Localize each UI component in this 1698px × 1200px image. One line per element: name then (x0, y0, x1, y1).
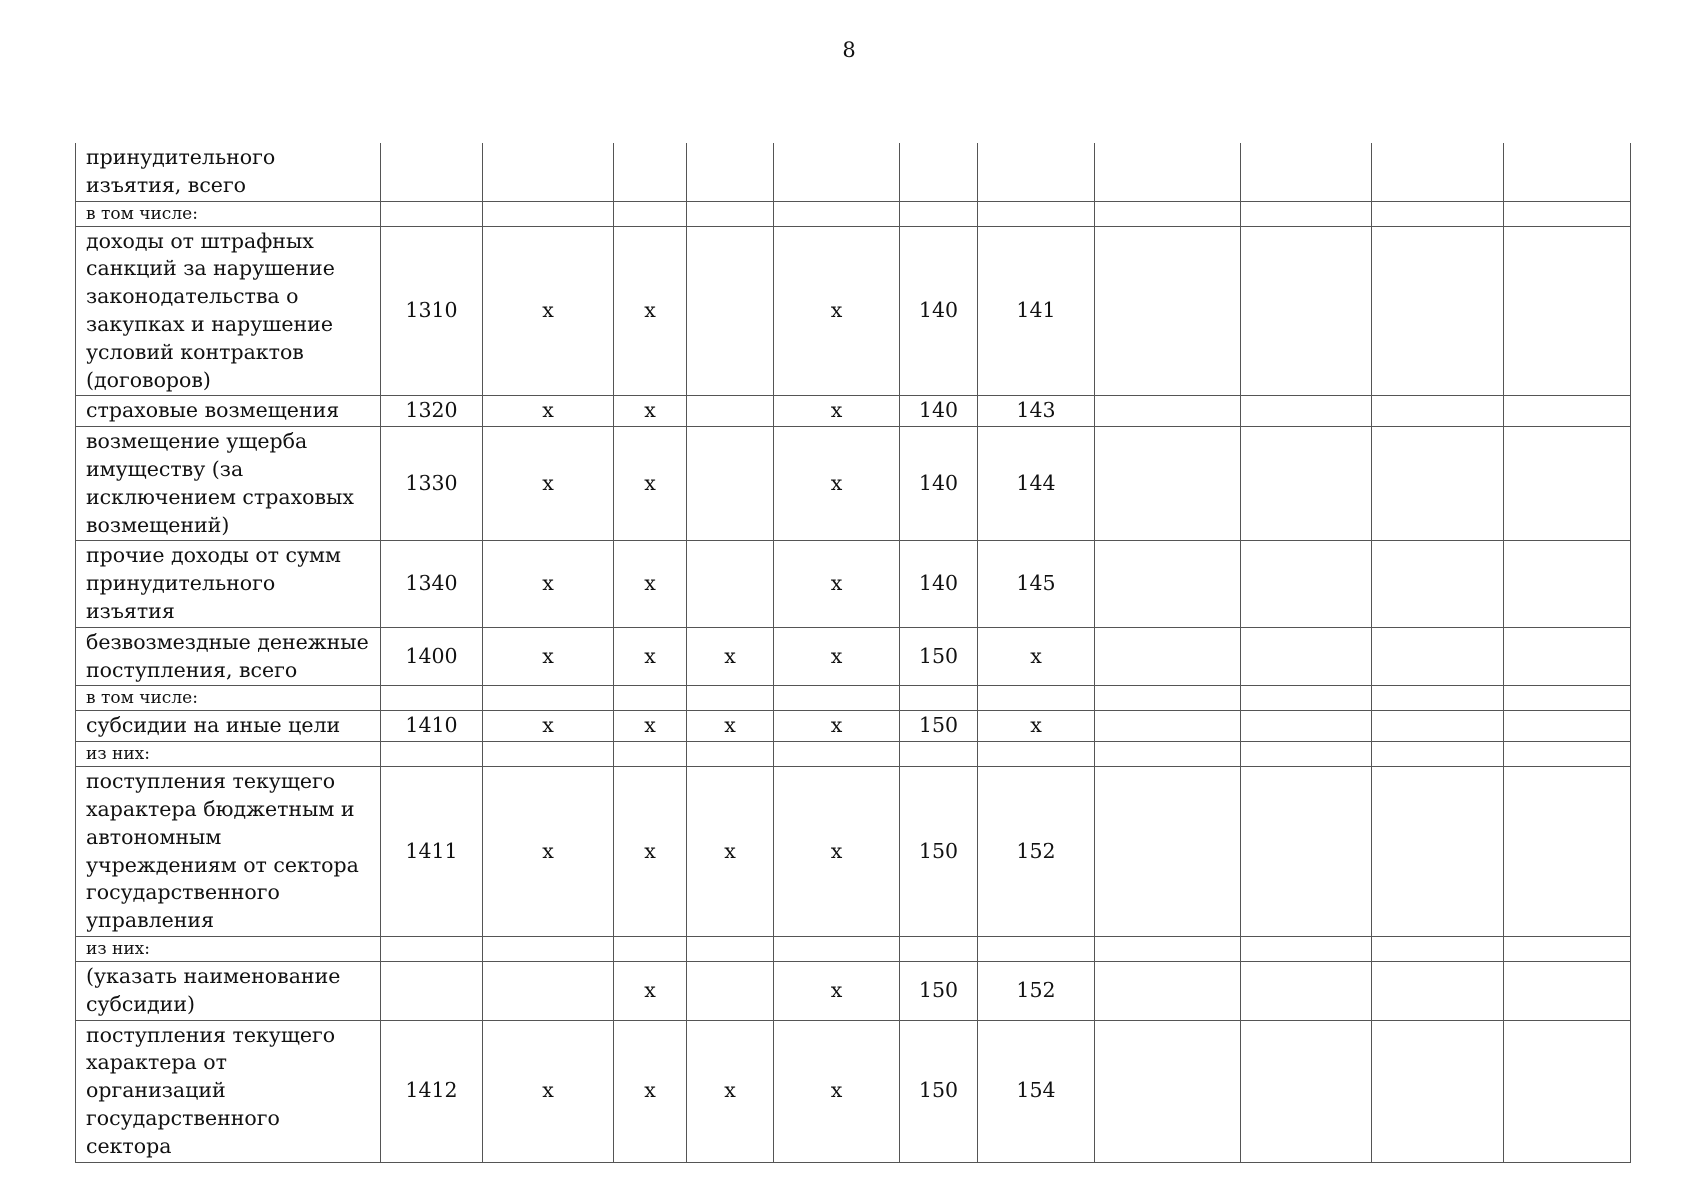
table-cell: 1410 (381, 711, 483, 742)
table-cell: 140 (900, 226, 978, 396)
table-cell (1095, 541, 1241, 627)
row-label-cell: в том числе: (76, 686, 381, 711)
table-cell (1095, 143, 1241, 201)
row-label-cell: страховые возмещения (76, 396, 381, 427)
table-cell: 140 (900, 396, 978, 427)
table-cell (687, 936, 774, 961)
table-cell (1504, 627, 1631, 686)
table-cell (483, 961, 614, 1020)
table-cell (614, 201, 687, 226)
table-cell: х (483, 1020, 614, 1162)
table-cell (687, 201, 774, 226)
table-cell (687, 686, 774, 711)
table-row (76, 1020, 1631, 1162)
table-cell (483, 936, 614, 961)
page-number: 8 (842, 38, 856, 62)
table-cell (900, 201, 978, 226)
table-cell: х (687, 627, 774, 686)
table-cell: х (483, 711, 614, 742)
table-cell: 150 (900, 961, 978, 1020)
table-cell (1504, 961, 1631, 1020)
table-cell: 152 (978, 767, 1095, 937)
row-label-cell: в том числе: (76, 201, 381, 226)
table-cell (1241, 143, 1372, 201)
table-cell: х (483, 396, 614, 427)
row-label-cell: из них: (76, 742, 381, 767)
table-cell: х (774, 627, 900, 686)
row-label-cell: безвозмездные денежные поступления, всего (76, 627, 381, 686)
table-cell: 150 (900, 1020, 978, 1162)
table-cell: х (687, 711, 774, 742)
table-cell (900, 686, 978, 711)
table-cell (687, 427, 774, 541)
table-cell: х (774, 226, 900, 396)
table-cell (687, 742, 774, 767)
table-cell (1504, 686, 1631, 711)
table-cell (614, 742, 687, 767)
table-cell (1372, 627, 1504, 686)
table-row (76, 961, 1631, 1020)
row-label-cell: принудительного изъятия, всего (76, 143, 381, 201)
table-cell (1095, 627, 1241, 686)
table-cell (1504, 936, 1631, 961)
table-cell (687, 541, 774, 627)
table-cell (774, 686, 900, 711)
table-cell: 154 (978, 1020, 1095, 1162)
table-cell (1241, 711, 1372, 742)
table-cell (1241, 541, 1372, 627)
table-subheader-row (76, 742, 1631, 767)
table-cell: х (483, 767, 614, 937)
table-cell (1372, 1020, 1504, 1162)
table-cell (1095, 767, 1241, 937)
table-cell (1372, 961, 1504, 1020)
table-cell (1241, 427, 1372, 541)
table-cell (1372, 711, 1504, 742)
table-cell (1241, 201, 1372, 226)
table-cell: х (614, 541, 687, 627)
table-cell (1095, 1020, 1241, 1162)
table-cell (1095, 686, 1241, 711)
table-cell: 1330 (381, 427, 483, 541)
table-cell (1504, 767, 1631, 937)
row-label-cell: поступления текущего характера бюджетным и автономным учреждениям от сектора государственного управления (76, 767, 381, 937)
table-cell (381, 201, 483, 226)
table-cell (1095, 396, 1241, 427)
budget-table (75, 143, 1631, 1163)
row-label-cell: доходы от штрафных санкций за нарушение законодательства о закупках и нарушение условий контрактов (договоров) (76, 226, 381, 396)
table-cell (381, 961, 483, 1020)
table-cell (1372, 767, 1504, 937)
table-cell: х (483, 427, 614, 541)
table-cell (1372, 686, 1504, 711)
table-cell (774, 742, 900, 767)
table-cell (1095, 427, 1241, 541)
table-cell: х (614, 427, 687, 541)
table-cell (1372, 143, 1504, 201)
table-cell: х (774, 541, 900, 627)
table-cell: х (774, 1020, 900, 1162)
table-cell (1095, 201, 1241, 226)
table-row (76, 541, 1631, 627)
table-cell: х (614, 961, 687, 1020)
table-cell: х (614, 1020, 687, 1162)
table-cell (1095, 226, 1241, 396)
row-label-cell: из них: (76, 936, 381, 961)
table-cell (381, 742, 483, 767)
table-cell: 145 (978, 541, 1095, 627)
row-label-cell: возмещение ущерба имуществу (за исключением страховых возмещений) (76, 427, 381, 541)
table-cell: 140 (900, 427, 978, 541)
table-cell (614, 686, 687, 711)
table-cell (1241, 1020, 1372, 1162)
table-cell (1372, 541, 1504, 627)
table-cell (483, 686, 614, 711)
table-cell (1372, 936, 1504, 961)
table-cell (614, 936, 687, 961)
table-cell (1372, 427, 1504, 541)
table-cell (1241, 767, 1372, 937)
table-cell (774, 143, 900, 201)
table-cell (381, 686, 483, 711)
table-cell: х (614, 627, 687, 686)
table-cell: х (978, 711, 1095, 742)
table-cell: х (774, 767, 900, 937)
table-cell (1241, 226, 1372, 396)
table-cell: х (774, 961, 900, 1020)
table-cell: 150 (900, 627, 978, 686)
table-cell (1504, 226, 1631, 396)
table-cell (687, 143, 774, 201)
table-cell (1504, 742, 1631, 767)
table-cell (1504, 427, 1631, 541)
table-row (76, 767, 1631, 937)
table-cell: х (978, 627, 1095, 686)
table-cell (1241, 936, 1372, 961)
table-cell: х (687, 1020, 774, 1162)
table-cell (1241, 742, 1372, 767)
table-cell (1095, 742, 1241, 767)
table-cell (1504, 143, 1631, 201)
table-cell (1095, 961, 1241, 1020)
table-cell: 144 (978, 427, 1095, 541)
table-cell (1372, 396, 1504, 427)
table-cell: х (687, 767, 774, 937)
table-cell (1372, 742, 1504, 767)
table-cell (483, 143, 614, 201)
row-label-cell: (указать наименование субсидии) (76, 961, 381, 1020)
table-cell (483, 201, 614, 226)
table-cell (687, 396, 774, 427)
table-cell (1504, 396, 1631, 427)
table-cell: х (614, 711, 687, 742)
table-row (76, 143, 1631, 201)
table-cell: 1412 (381, 1020, 483, 1162)
table-cell (978, 686, 1095, 711)
table-cell (381, 936, 483, 961)
table-cell (900, 742, 978, 767)
row-label-cell: субсидии на иные цели (76, 711, 381, 742)
table-cell (1241, 961, 1372, 1020)
table-cell (1504, 1020, 1631, 1162)
table-cell: х (483, 627, 614, 686)
table-cell (1504, 541, 1631, 627)
table-cell (1504, 711, 1631, 742)
table-subheader-row (76, 201, 1631, 226)
table-cell (1504, 201, 1631, 226)
table-cell: 140 (900, 541, 978, 627)
table-cell: х (774, 711, 900, 742)
table-cell (978, 936, 1095, 961)
table-cell (774, 936, 900, 961)
table-cell (1095, 711, 1241, 742)
table-cell: 1400 (381, 627, 483, 686)
table-cell (1241, 396, 1372, 427)
table-cell (978, 201, 1095, 226)
table-cell (1372, 201, 1504, 226)
table-row (76, 427, 1631, 541)
table-cell (483, 742, 614, 767)
table-cell: 1340 (381, 541, 483, 627)
table-cell: х (614, 396, 687, 427)
table-cell: х (614, 767, 687, 937)
table-subheader-row (76, 936, 1631, 961)
table-cell: 150 (900, 711, 978, 742)
table-cell: х (774, 396, 900, 427)
table-cell (687, 226, 774, 396)
table-cell (900, 143, 978, 201)
table-cell (774, 201, 900, 226)
table-cell: 1320 (381, 396, 483, 427)
table-cell (978, 143, 1095, 201)
row-label-cell: прочие доходы от сумм принудительного изъятия (76, 541, 381, 627)
table-cell (1095, 936, 1241, 961)
table-cell (381, 143, 483, 201)
table-cell (614, 143, 687, 201)
table-body (76, 143, 1631, 1162)
table-cell: 141 (978, 226, 1095, 396)
table-cell: 1411 (381, 767, 483, 937)
table-cell: х (774, 427, 900, 541)
table-cell: х (483, 541, 614, 627)
table-row (76, 226, 1631, 396)
table-cell (900, 936, 978, 961)
row-label-cell: поступления текущего характера от организаций государственного сектора (76, 1020, 381, 1162)
table-subheader-row (76, 686, 1631, 711)
table-row (76, 396, 1631, 427)
table-cell: х (483, 226, 614, 396)
table-cell: х (614, 226, 687, 396)
table-cell (978, 742, 1095, 767)
table-row (76, 711, 1631, 742)
table-cell: 152 (978, 961, 1095, 1020)
table-row (76, 627, 1631, 686)
table-cell (1372, 226, 1504, 396)
table-cell (1241, 686, 1372, 711)
table-cell: 143 (978, 396, 1095, 427)
table-cell: 150 (900, 767, 978, 937)
table-cell (687, 961, 774, 1020)
table-cell (1241, 627, 1372, 686)
table-cell: 1310 (381, 226, 483, 396)
